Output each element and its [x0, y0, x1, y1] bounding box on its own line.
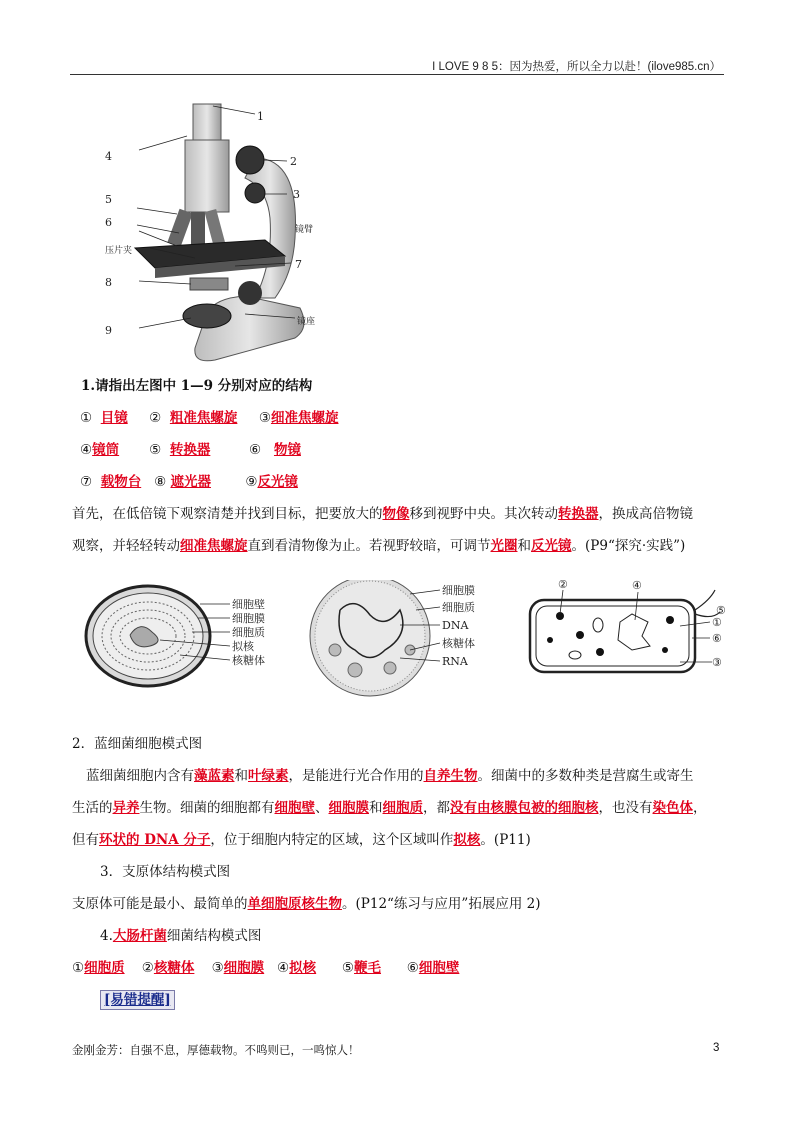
para1-line2: 观察，并轻轻转动细准焦螺旋直到看清物像为止。若视野较暗，可调节光圈和反光镜。(P9“探究·实践”): [72, 538, 686, 554]
sec4-title: 4.大肠杆菌细菌结构模式图: [100, 928, 262, 944]
myco-label-dna: DNA: [442, 619, 469, 632]
page-number: 3: [713, 1042, 720, 1054]
cyanobacteria-diagram: [86, 586, 265, 686]
q1-row1: ① 目镜 ② 粗准焦螺旋 ③细准焦螺旋: [80, 410, 339, 426]
label-2: 2: [290, 155, 297, 168]
sec3-title: 3．支原体结构模式图: [100, 864, 231, 880]
myco-label-rna: RNA: [442, 655, 468, 668]
header-divider: [70, 74, 724, 75]
microscope-figure: [95, 98, 335, 366]
ecoli-label-3: ③: [712, 656, 722, 669]
label-clip: 压片夹: [105, 246, 133, 256]
label-8: 8: [105, 276, 112, 289]
sec2-line3: 但有环状的 DNA 分子，位于细胞内特定的区域，这个区域叫作拟核。(P11): [72, 832, 531, 848]
error-reminder-tag: [易错提醒]: [100, 990, 175, 1010]
cell-figures: [80, 580, 730, 698]
ecoli-label-5: ⑤: [716, 604, 726, 617]
sec4-answers: ①细胞质 ②核糖体 ③细胞膜 ④拟核 ⑤鞭毛 ⑥细胞壁: [72, 960, 460, 976]
label-5: 5: [105, 193, 112, 206]
myco-label-cytoplasm: 细胞质: [442, 601, 475, 614]
ecoli-label-1: ①: [712, 616, 722, 629]
ecoli-label-6: ⑥: [712, 632, 722, 645]
label-arm: 镜臂: [295, 225, 314, 235]
sec3-line1: 支原体可能是最小、最简单的单细胞原核生物。(P12“练习与应用”拓展应用 2): [72, 896, 541, 912]
cyano-label-membrane: 细胞膜: [232, 612, 265, 625]
sec2-line1: 蓝细菌细胞内含有藻蓝素和叶绿素，是能进行光合作用的自养生物。细菌中的多数种类是营腐生或寄生: [86, 768, 694, 784]
myco-label-membrane: 细胞膜: [442, 584, 475, 597]
q1-row3: ⑦ 载物台 ⑧ 遮光器 ⑨反光镜: [80, 474, 298, 490]
sec2-line2: 生活的异养生物。细菌的细胞都有细胞壁、细胞膜和细胞质，都没有由核膜包被的细胞核，也没有染色体，: [72, 800, 707, 816]
label-9: 9: [105, 324, 112, 337]
q1-title: 1.请指出左图中 1—9 分别对应的结构: [81, 378, 313, 394]
cyano-label-nucleoid: 拟核: [232, 640, 254, 653]
label-6: 6: [105, 216, 112, 229]
cyano-label-ribosome: 核糖体: [232, 654, 265, 667]
ecoli-label-2: ②: [558, 580, 568, 591]
cyano-label-cytoplasm: 细胞质: [232, 626, 265, 639]
ecoli-label-4: ④: [632, 580, 642, 592]
label-1: 1: [257, 110, 264, 123]
para1-line1: 首先，在低倍镜下观察清楚并找到目标，把要放大的物像移到视野中央。其次转动转换器，换成高倍物镜: [72, 506, 693, 522]
page-header: I LOVE 9 8 5：因为热爱，所以全力以赴！(ilove985.cn）: [432, 61, 721, 73]
label-7: 7: [295, 258, 302, 271]
footer-motto: 金刚金芳：自强不息，厚德载物。不鸣则已，一鸣惊人！: [72, 1043, 360, 1057]
ecoli-diagram: [530, 580, 726, 672]
label-base: 镜座: [297, 317, 316, 327]
sec2-title: 2．蓝细菌细胞模式图: [72, 736, 203, 752]
mycoplasma-diagram: [310, 580, 475, 696]
myco-label-ribosome: 核糖体: [442, 637, 475, 650]
cyano-label-wall: 细胞壁: [232, 598, 265, 611]
label-4: 4: [105, 150, 112, 163]
label-3: 3: [293, 188, 300, 201]
q1-row2: ④镜筒 ⑤ 转换器 ⑥ 物镜: [80, 442, 301, 458]
